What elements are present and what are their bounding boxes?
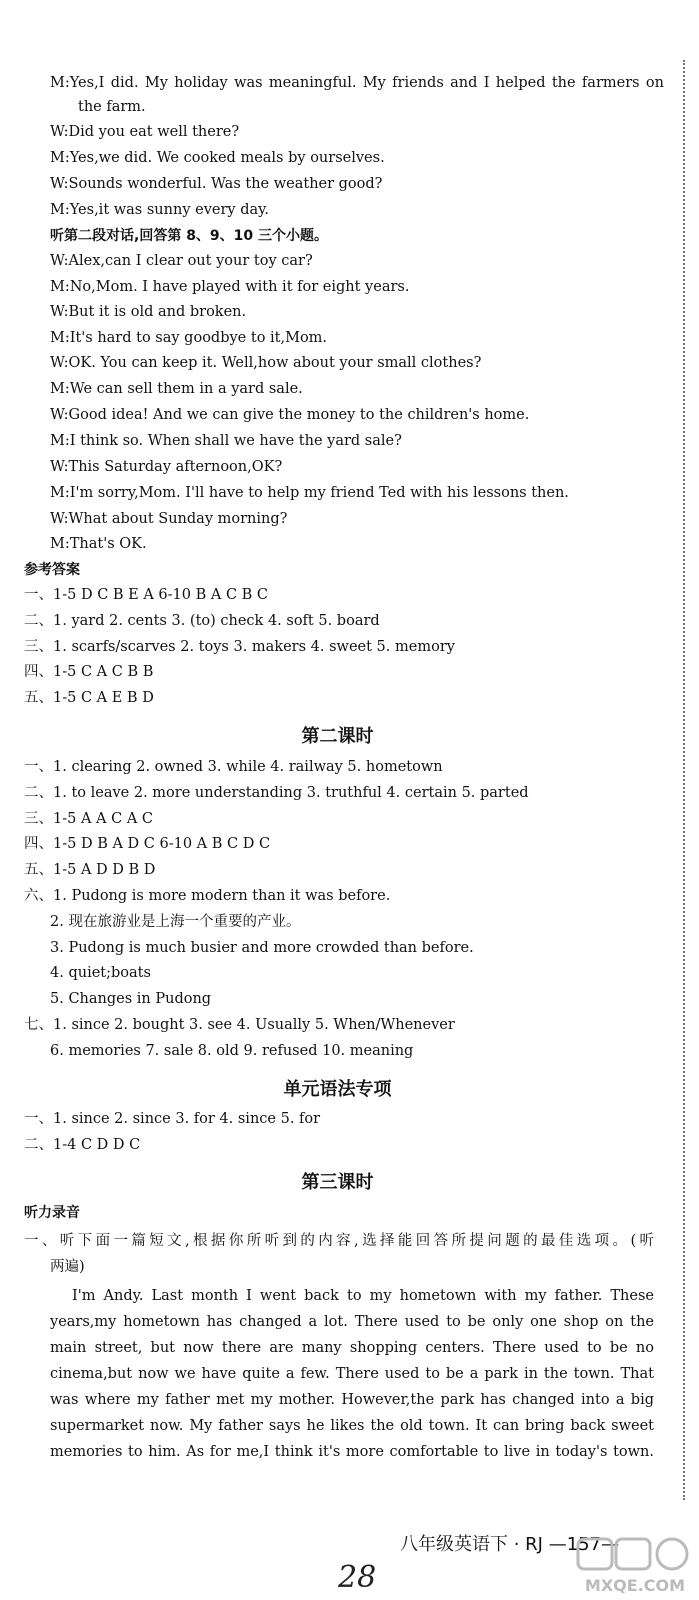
passage-line: main street, but now there are many shopping centers. There used to be no bbox=[50, 1340, 654, 1356]
section-title: 第三课时 bbox=[301, 1172, 374, 1193]
answer-line: 一、1. clearing 2. owned 3. while 4. railway 5. hometown bbox=[24, 759, 443, 775]
answer-line: 二、1-4 C D D C bbox=[24, 1137, 141, 1153]
passage-line: supermarket now. My father says he likes the old town. It can bring back sweet bbox=[50, 1418, 654, 1434]
dialogue2-intro: 听第二段对话,回答第 8、9、10 三个小题。 bbox=[50, 228, 329, 244]
answer-line: 4. quiet;boats bbox=[50, 965, 151, 981]
dialogue-line: W:But it is old and broken. bbox=[50, 304, 247, 320]
answer-line: 5. Changes in Pudong bbox=[50, 991, 212, 1007]
answer-line: 一、1. since 2. since 3. for 4. since 5. for bbox=[24, 1111, 321, 1127]
answer-line: 一、1-5 D C B E A 6-10 B A C B C bbox=[24, 587, 269, 603]
page-footer: 八年级英语下 · RJ —157— bbox=[400, 1534, 620, 1555]
dialogue-line: M:Yes,we did. We cooked meals by ourselves. bbox=[50, 150, 385, 166]
passage-line: I'm Andy. Last month I went back to my hometown with my father. These bbox=[72, 1288, 654, 1304]
section-title: 单元语法专项 bbox=[283, 1079, 392, 1100]
answer-line: 三、1. scarfs/scarves 2. toys 3. makers 4. sweet 5. memory bbox=[24, 639, 455, 655]
answers-heading: 参考答案 bbox=[24, 562, 80, 578]
answer-line: 四、1-5 D B A D C 6-10 A B C D C bbox=[24, 836, 271, 852]
dialogue-line: M:I think so. When shall we have the yard sale? bbox=[50, 433, 402, 449]
passage-line: was where my father met my mother. However,the park has changed into a big bbox=[50, 1392, 654, 1408]
dialogue-line: W:Alex,can I clear out your toy car? bbox=[50, 253, 313, 269]
answer-line: 六、1. Pudong is more modern than it was before. bbox=[24, 888, 391, 904]
instruction-line: 两遍) bbox=[50, 1259, 85, 1275]
passage-line: years,my hometown has changed a lot. There used to be only one shop on the bbox=[50, 1314, 654, 1330]
dialogue-line: M:We can sell them in a yard sale. bbox=[50, 381, 303, 397]
dialogue-line: W:Sounds wonderful. Was the weather good? bbox=[50, 176, 383, 192]
svg-text:MXQE.COM: MXQE.COM bbox=[584, 1576, 686, 1595]
answer-line: 三、1-5 A A C A C bbox=[24, 811, 153, 827]
dotted-margin-line bbox=[683, 60, 685, 1500]
listening-heading: 听力录音 bbox=[24, 1205, 80, 1221]
answer-line: 四、1-5 C A C B B bbox=[24, 664, 154, 680]
dialogue-line: M:Yes,I did. My holiday was meaningful. My friends and I helped the farmers on bbox=[50, 75, 664, 91]
section-title: 第二课时 bbox=[301, 726, 374, 747]
dialogue-line: M:Yes,it was sunny every day. bbox=[50, 202, 270, 218]
dialogue-line: M:It's hard to say goodbye to it,Mom. bbox=[50, 330, 328, 346]
dialogue-line: W:What about Sunday morning? bbox=[50, 511, 288, 527]
answer-line: 3. Pudong is much busier and more crowded than before. bbox=[50, 940, 474, 956]
dialogue-line: W:Good idea! And we can give the money to the children's home. bbox=[50, 407, 530, 423]
answer-line: 五、1-5 C A E B D bbox=[24, 690, 154, 706]
answer-line: 2. 现在旅游业是上海一个重要的产业。 bbox=[50, 914, 301, 930]
instruction-line: 一、听下面一篇短文,根据你所听到的内容,选择能回答所提问题的最佳选项。(听 bbox=[24, 1233, 654, 1249]
dialogue-line: W:OK. You can keep it. Well,how about your small clothes? bbox=[50, 355, 482, 371]
dialogue-line: M:That's OK. bbox=[50, 536, 147, 552]
dialogue-line: W:Did you eat well there? bbox=[50, 124, 240, 140]
dialogue-line: M:No,Mom. I have played with it for eight years. bbox=[50, 279, 410, 295]
answer-line: 6. memories 7. sale 8. old 9. refused 10. meaning bbox=[50, 1043, 414, 1059]
dialogue-line: W:This Saturday afternoon,OK? bbox=[50, 459, 283, 475]
answer-line: 二、1. yard 2. cents 3. (to) check 4. soft 5. board bbox=[24, 613, 380, 629]
answer-line: 五、1-5 A D D B D bbox=[24, 862, 156, 878]
watermark-logo-icon bbox=[576, 1535, 694, 1597]
answer-line: 七、1. since 2. bought 3. see 4. Usually 5. When/Whenever bbox=[24, 1017, 455, 1033]
answer-line: 二、1. to leave 2. more understanding 3. truthful 4. certain 5. parted bbox=[24, 785, 529, 801]
passage-line: memories to him. As for me,I think it's more comfortable to live in today's town. bbox=[50, 1444, 654, 1460]
dialogue-line: M:I'm sorry,Mom. I'll have to help my friend Ted with his lessons then. bbox=[50, 485, 569, 501]
passage-line: cinema,but now we have quite a few. There used to be a park in the town. That bbox=[50, 1366, 654, 1382]
dialogue-line: the farm. bbox=[78, 99, 146, 115]
handwritten-note: 28 bbox=[338, 1560, 377, 1595]
